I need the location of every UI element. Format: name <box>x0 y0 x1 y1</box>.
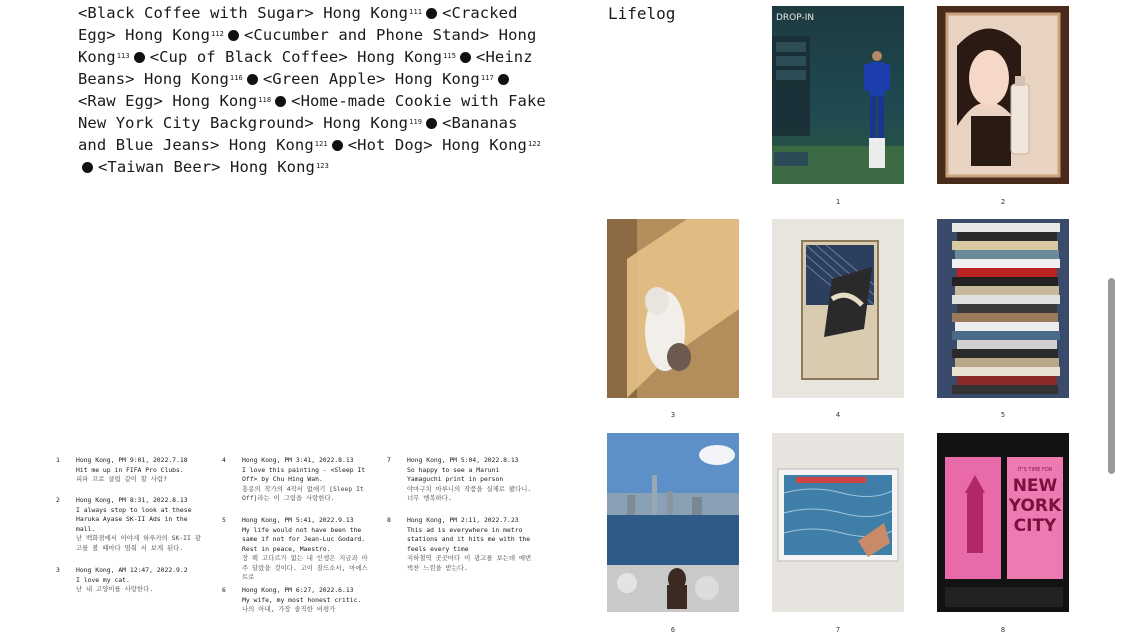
photo-painting <box>772 219 904 398</box>
photo-dvd-stack <box>937 219 1069 398</box>
caption-3: 3 <box>670 411 676 419</box>
bullet-dot <box>332 140 343 151</box>
poem-item: <Black Coffee with Sugar> Hong Kong$^{111}$ <box>78 4 423 22</box>
bullet-dot <box>134 52 145 63</box>
photo-harbor <box>607 433 739 612</box>
photo-cat <box>607 219 739 398</box>
poem-text-block <box>78 2 548 178</box>
caption-8: 8 <box>1000 626 1006 634</box>
bullet-dot <box>247 74 258 85</box>
poem-item: <Taiwan Beer> Hong Kong$^{123}$ <box>98 158 329 176</box>
bullet-dot <box>275 96 286 107</box>
caption-6: 6 <box>670 626 676 634</box>
bullet-dot <box>498 74 509 85</box>
poem-item: <Cucumber and Phone Stand> Hong Kong$^{113}$ <box>78 26 537 66</box>
lifelog-notes: 1 Hong Kong, PM 9:01, 2022.7.18 Hit me up in FIFA Pro Clubs. 피파 프로 클럽 같이 할 사람? 2 Hong Kong, PM 8:31, 2022.8.13 I always stop to look at these Haruka Ayase SK-II Ads in the mall. 난 백화점에서 아야세 하루카의 SK-II 광고를 볼 때마다 멈춰 서 보게 된다. 3 Hong Kong, AM 12:47, 2022.9.2 I love my cat. 난 내 고양이를 사랑한다. 4 Hong Kong, PM 3:41, 2022.8.13 I love this painting - <Sleep It Off> by Chu Hing Wah. 홍콩의 작가의 4작서 없애기 [Sleep It Off]라는 이 그림을 사랑한다. 5 Hong Kong, PM 5:41, 2022.9.13 My life would not have been the same if not for Jean-Luc Godard. Rest in peace, Maestro. 장 뤽 고다르가 없는 내 인생은 지금과 아주 달랐을 것이다. 고이 잠드소서, 마에스트로 6 Hong Kong, PM 6:27, 2022.6.13 My wife, my most honest critic. 나의 아내, 가장 솔직한 비평가 7 Hong Kong, PM 5:04, 2022.8.13 So happy to see a Maruni Yamaguchi print in person 야마구치 마루니의 작품을 실제로 봤다니. 너무 행복하다. 8 Hong Kong, PM 2:11, 2022.7.23 This ad is everywhere in metro stations and it hits me with the feels every time 지하철역 곳곳마다 이 광고를 보는데 매번 벅찬 느낌을 받는다. <box>56 456 532 613</box>
caption-4: 4 <box>835 411 841 419</box>
vertical-scrollbar[interactable] <box>1108 278 1115 474</box>
poster-new: NEW <box>1012 476 1058 496</box>
photo-swimmer-print <box>772 433 904 612</box>
poster-city: CITY <box>1013 516 1057 536</box>
poem-item: <Raw Egg> Hong Kong$^{118}$ <box>78 92 272 110</box>
caption-5: 5 <box>1000 411 1006 419</box>
section-title: Lifelog <box>608 4 676 23</box>
caption-7: 7 <box>835 626 841 634</box>
bullet-dot <box>228 30 239 41</box>
bullet-dot <box>426 8 437 19</box>
drop-in-sign: DROP-IN <box>776 13 815 23</box>
photo-portrait-ad <box>937 6 1069 184</box>
poem-item: <Home-made Cookie with Fake New York City Background> Hong Kong$^{119}$ <box>78 92 546 132</box>
poem-item: <Hot Dog> Hong Kong$^{122}$ <box>347 136 541 154</box>
bullet-dot <box>426 118 437 129</box>
bullet-dot <box>460 52 471 63</box>
photo-fifa-player <box>772 6 904 184</box>
poem-item: <Bananas and Blue Jeans> Hong Kong$^{121}$ <box>78 114 518 154</box>
photo-new-york-ad <box>937 433 1069 612</box>
poster-york: YORK <box>1008 496 1062 516</box>
poem-item: <Cracked Egg> Hong Kong$^{112}$ <box>78 4 518 44</box>
poem-item: <Cup of Black Coffee> Hong Kong$^{115}$ <box>149 48 457 66</box>
caption-2: 2 <box>1000 198 1006 206</box>
poem-item: <Green Apple> Hong Kong$^{117}$ <box>262 70 494 88</box>
caption-1: 1 <box>835 198 841 206</box>
bullet-dot <box>82 162 93 173</box>
poem-item: <Heinz Beans> Hong Kong$^{116}$ <box>78 48 533 88</box>
poster-top-text: IT'S TIME FOR <box>1017 467 1053 473</box>
